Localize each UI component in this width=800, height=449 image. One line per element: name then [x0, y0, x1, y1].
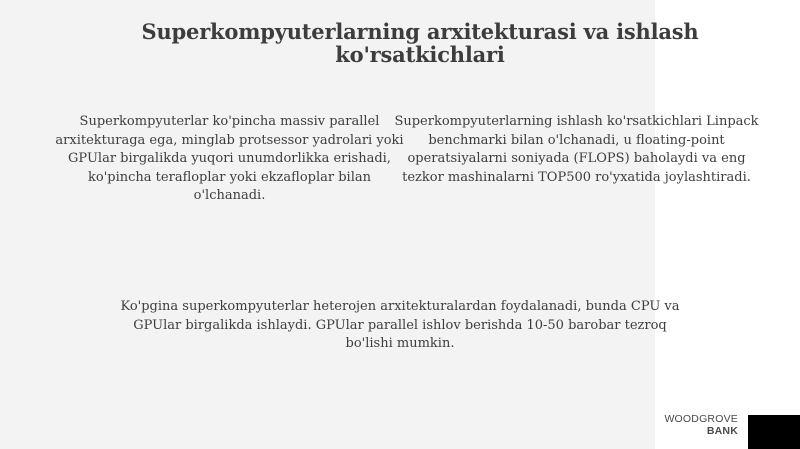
paragraph-performance: Superkompyuterlarning ishlash ko'rsatkichlari Linpack benchmarki bilan o'lchanadi, u floating-point operatsiyalarni soniyada (FLOPS) baholaydi va eng tezkor mashinalarni TOP500 ro'yxatida joylashtiradi. — [394, 114, 759, 185]
logo-text-bank: BANK — [706, 425, 738, 437]
woodgrove-bank-logo — [658, 413, 738, 437]
logo-black-block — [748, 415, 800, 449]
slide-title: Superkompyuterlarning arxitekturasi va ishlash ko'rsatkichlari — [141, 19, 699, 67]
logo-text-woodgrove: WOODGROVE — [664, 413, 738, 425]
paragraph-heterogeneous: Ko'pgina superkompyuterlar heterojen arxitekturalardan foydalanadi, bunda CPU va GPUlar birgalikda ishlaydi. GPUlar parallel ishlov berishda 10-50 barobar tezroq bo'lishi mumkin. — [120, 299, 680, 351]
paragraph-architecture: Superkompyuterlar ko'pincha massiv parallel arxitekturaga ega, minglab protsessor yadrolari yoki GPUlar birgalikda yuqori unumdorlikka erishadi, ko'pincha terafloplar yoki ekzafloplar bilan o'lchanadi. — [55, 114, 404, 203]
